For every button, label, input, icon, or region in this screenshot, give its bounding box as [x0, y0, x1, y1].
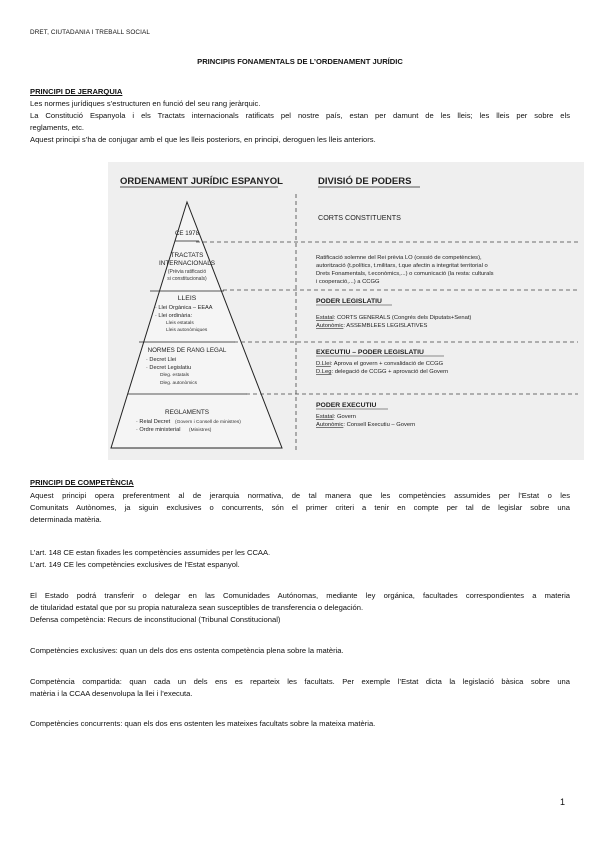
executiu-legislatiu-title: EXECUTIU – PODER LEGISLATIU	[316, 349, 424, 356]
value: : CORTS GENERALS (Congrés dels Diputats+Senat)	[333, 315, 472, 321]
text-line: El Estado podrá transferir o delegar en las Comunidades Autónomas, mediante ley orgánica, facultades correspondientes a materia	[30, 591, 570, 600]
reglaments-note: (Govern i Consell de ministres)	[175, 420, 241, 425]
page-number: 1	[560, 797, 566, 807]
corts-constituents: CORTS CONSTITUENTS	[318, 213, 401, 222]
reglaments-note: (Ministres)	[189, 428, 212, 433]
text-line: L’art. 149 CE les competències exclusives de l’Estat espanyol.	[30, 560, 240, 569]
text-line: determinada matèria.	[30, 515, 102, 524]
lleis-item: · Llei ordinària:	[155, 313, 192, 319]
paragraph-exclusives	[30, 645, 570, 657]
text-line: Les normes jurídiques s’estructuren en funció del seu rang jeràrquic.	[30, 99, 261, 108]
document-title: PRINCIPIS FONAMENTALS DE L’ORDENAMENT JURÍDIC	[197, 57, 403, 66]
value: : Govern	[333, 414, 356, 420]
poder-executiu-title: PODER EXECUTIU	[316, 402, 377, 409]
tractats-title: INTERNACIONALS	[158, 260, 216, 267]
text-line: Competències exclusives: quan un dels dos ens ostenta competència plena sobre la matèria.	[30, 646, 344, 655]
normes-subitem: Dleg. estatals	[160, 373, 190, 378]
ratificacio-line: autorització (t.polítics, t.militars, t.que afectin a integritat territorial o	[316, 263, 488, 269]
label: Estatal	[316, 315, 334, 321]
paragraph-transferencia	[30, 590, 570, 626]
section-heading-competencia: PRINCIPI DE COMPETÈNCIA	[30, 478, 134, 487]
reglaments-item: · Reial Decret	[136, 419, 171, 425]
text-line: Aquest principi s’ha de conjugar amb el que les lleis posteriors, en principi, deroguen les lleis anteriors.	[30, 135, 376, 144]
figure-left-title: ORDENAMENT JURÍDIC ESPANYOL	[120, 176, 283, 187]
lleis-subitem: Lleis estatals	[166, 321, 194, 326]
lleis-item: · Llei Orgànica – EEAA	[155, 305, 213, 311]
normes-title: NORMES DE RANG LEGAL	[147, 347, 227, 354]
paragraph-compartida	[30, 676, 570, 700]
normes-item: · Decret Legislatiu	[146, 365, 192, 371]
text-line: Comunitats Autònomes, ja siguin exclusives o concurrents, són el primer criteri a tenir en compte per tal de legislar sobre una	[30, 503, 570, 512]
executiu-estatal	[316, 414, 356, 420]
legislatiu-autonomic	[316, 323, 428, 329]
tractats-title: TRACTATS	[170, 252, 204, 259]
text-line: de titularidad estatal que por su propia naturaleza sean susceptibles de transferencia o delegación.	[30, 603, 364, 612]
decret-leg-line	[316, 369, 448, 375]
figure-right-title: DIVISIÓ DE PODERS	[318, 176, 412, 187]
label: Autonòmic	[316, 323, 344, 329]
running-header: DRET, CIUTADANIA I TREBALL SOCIAL	[30, 29, 151, 36]
tractats-note: (Prèvia ratificació	[167, 269, 207, 275]
text-line: reglaments, etc.	[30, 123, 85, 132]
poder-legislatiu-title: PODER LEGISLATIU	[316, 298, 382, 305]
label: D.Llei	[316, 361, 331, 367]
value: : delegació de CCGG + aprovació del Govern	[331, 369, 449, 375]
value: : Aprova el govern + convalidació de CCGG	[330, 361, 444, 367]
text-line: Competències concurrents: quan els dos ens ostenten les mateixes facultats sobre la mateixa matèria.	[30, 719, 376, 728]
paragraph-articles	[30, 547, 570, 571]
ratificacio-line: Drets Fonamentals, t.econòmics,...) o comunicació (la resta: culturals	[316, 271, 494, 277]
value: : Consell Executiu – Govern	[343, 422, 416, 428]
paragraph-concurrents	[30, 718, 570, 730]
paragraph-jerarquia	[30, 98, 570, 146]
lleis-subitem: Lleis autonòmiques	[166, 328, 208, 333]
tractats-note: si constitucionals)	[167, 276, 207, 282]
text-line: La Constitució Espanyola i els Tractats internacionals ratificats pel nostre país, estan per damunt de les lleis; les lleis per sobre els	[30, 111, 570, 120]
label: Estatal	[316, 414, 334, 420]
hierarchy-figure	[108, 162, 584, 460]
ratificacio-line: i cooperació,...) a CCGG	[316, 279, 380, 285]
text-line: L’art. 148 CE estan fixades les competències assumides per les CCAA.	[30, 548, 271, 557]
normes-subitem: Dleg. autonòmics	[160, 381, 198, 386]
value: : ASSEMBLEES LEGISLATIVES	[343, 323, 428, 329]
decret-llei-line	[316, 361, 444, 367]
text-line: Defensa competència: Recurs de inconstitucional (Tribunal Constitucional)	[30, 615, 281, 624]
label: D.Leg	[316, 369, 332, 375]
hierarchy-diagram	[108, 162, 584, 460]
executiu-autonomic	[316, 422, 415, 428]
label: Autonòmic	[316, 422, 344, 428]
reglaments-item: · Ordre ministerial	[136, 427, 181, 433]
ce-label: CE 1978	[174, 230, 200, 237]
paragraph-competencia-intro	[30, 490, 570, 526]
legislatiu-estatal	[316, 315, 471, 321]
lleis-title: LLEIS	[177, 295, 197, 302]
text-line: matèria i la CCAA desenvolupa la llei i l’executa.	[30, 689, 193, 698]
reglaments-title: REGLAMENTS	[164, 409, 210, 416]
section-heading-jerarquia: PRINCIPI DE JERARQUIA	[30, 87, 123, 96]
text-line: Aquest principi opera preferentment al de jerarquia normativa, de tal manera que les competències assumides per l’Estat o les	[30, 491, 570, 500]
text-line: Competència compartida: quan cada un dels ens es reparteix les facultats. Per exemple l’Estat dicta la legislació bàsica sobre una	[30, 677, 570, 686]
ratificacio-line: Ratificació solemne del Rei prèvia LO (cessió de competències),	[316, 255, 482, 261]
normes-item: · Decret Llei	[146, 357, 177, 363]
